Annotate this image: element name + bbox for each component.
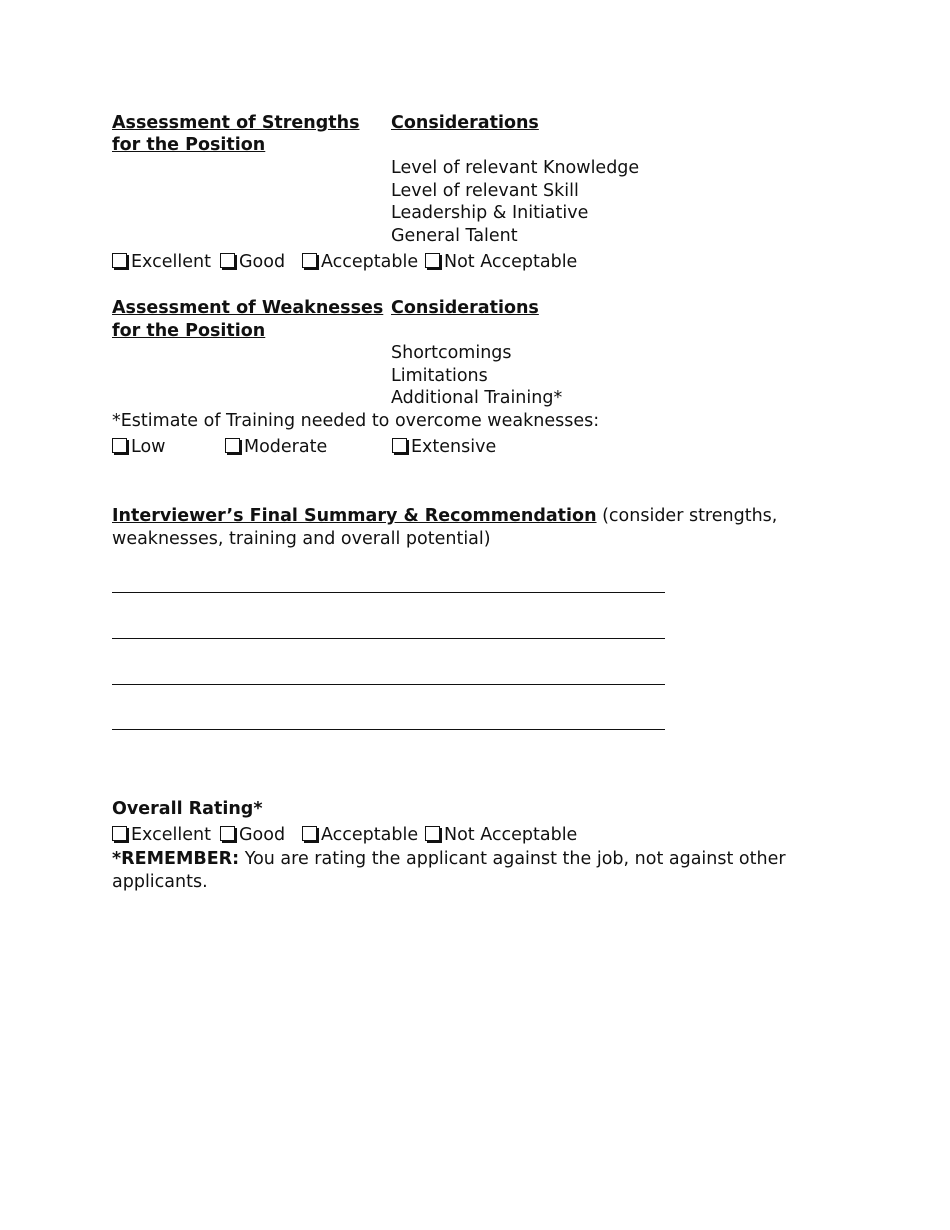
strengths-considerations-heading: Considerations	[391, 113, 539, 133]
weaknesses-heading-line1: Assessment of Weaknesses	[112, 298, 384, 318]
checkbox-icon[interactable]	[220, 253, 235, 268]
summary-write-line[interactable]	[112, 592, 665, 593]
checkbox-icon[interactable]	[425, 253, 440, 268]
summary-heading: Interviewer’s Final Summary & Recommendation	[112, 506, 597, 526]
checkbox-icon[interactable]	[225, 438, 240, 453]
weaknesses-consideration-item: Additional Training*	[391, 388, 563, 408]
strengths-option-acceptable[interactable]: Acceptable	[302, 251, 418, 273]
summary-write-line[interactable]	[112, 729, 665, 730]
checkbox-icon[interactable]	[392, 438, 407, 453]
weaknesses-heading-line2: for the Position	[112, 321, 266, 341]
summary-note-line2: weaknesses, training and overall potential)	[112, 529, 491, 549]
overall-option-acceptable[interactable]: Acceptable	[302, 824, 418, 846]
strengths-consideration-item: Level of relevant Skill	[391, 181, 579, 201]
checkbox-icon[interactable]	[112, 438, 127, 453]
strengths-option-excellent[interactable]: Excellent	[112, 251, 211, 273]
overall-option-good[interactable]: Good	[220, 824, 285, 846]
checkbox-icon[interactable]	[302, 826, 317, 841]
checkbox-icon[interactable]	[425, 826, 440, 841]
summary-note: (consider strengths,	[596, 506, 778, 526]
remember-text-line2: applicants.	[112, 872, 208, 892]
strengths-heading-line1: Assessment of Strengths	[112, 113, 360, 133]
strengths-consideration-item: General Talent	[391, 226, 518, 246]
summary-write-line[interactable]	[112, 638, 665, 639]
training-option-extensive[interactable]: Extensive	[392, 436, 496, 458]
remember-label: *REMEMBER:	[112, 849, 240, 869]
checkbox-icon[interactable]	[220, 826, 235, 841]
training-option-moderate[interactable]: Moderate	[225, 436, 327, 458]
checkbox-icon[interactable]	[112, 253, 127, 268]
weaknesses-consideration-item: Shortcomings	[391, 343, 512, 363]
overall-option-excellent[interactable]: Excellent	[112, 824, 211, 846]
strengths-heading-line2: for the Position	[112, 135, 266, 155]
overall-rating-heading: Overall Rating*	[112, 799, 263, 819]
strengths-option-not-acceptable[interactable]: Not Acceptable	[425, 251, 577, 273]
weaknesses-consideration-item: Limitations	[391, 366, 488, 386]
summary-heading-row	[112, 505, 777, 527]
strengths-option-good[interactable]: Good	[220, 251, 285, 273]
training-option-low[interactable]: Low	[112, 436, 165, 458]
overall-option-not-acceptable[interactable]: Not Acceptable	[425, 824, 577, 846]
remember-text: You are rating the applicant against the job, not against other	[239, 849, 786, 869]
training-note: *Estimate of Training needed to overcome weaknesses:	[112, 411, 600, 431]
summary-write-line[interactable]	[112, 684, 665, 685]
strengths-consideration-item: Level of relevant Knowledge	[391, 158, 640, 178]
checkbox-icon[interactable]	[302, 253, 317, 268]
remember-note	[112, 848, 786, 870]
weaknesses-considerations-heading: Considerations	[391, 298, 539, 318]
strengths-consideration-item: Leadership & Initiative	[391, 203, 589, 223]
checkbox-icon[interactable]	[112, 826, 127, 841]
